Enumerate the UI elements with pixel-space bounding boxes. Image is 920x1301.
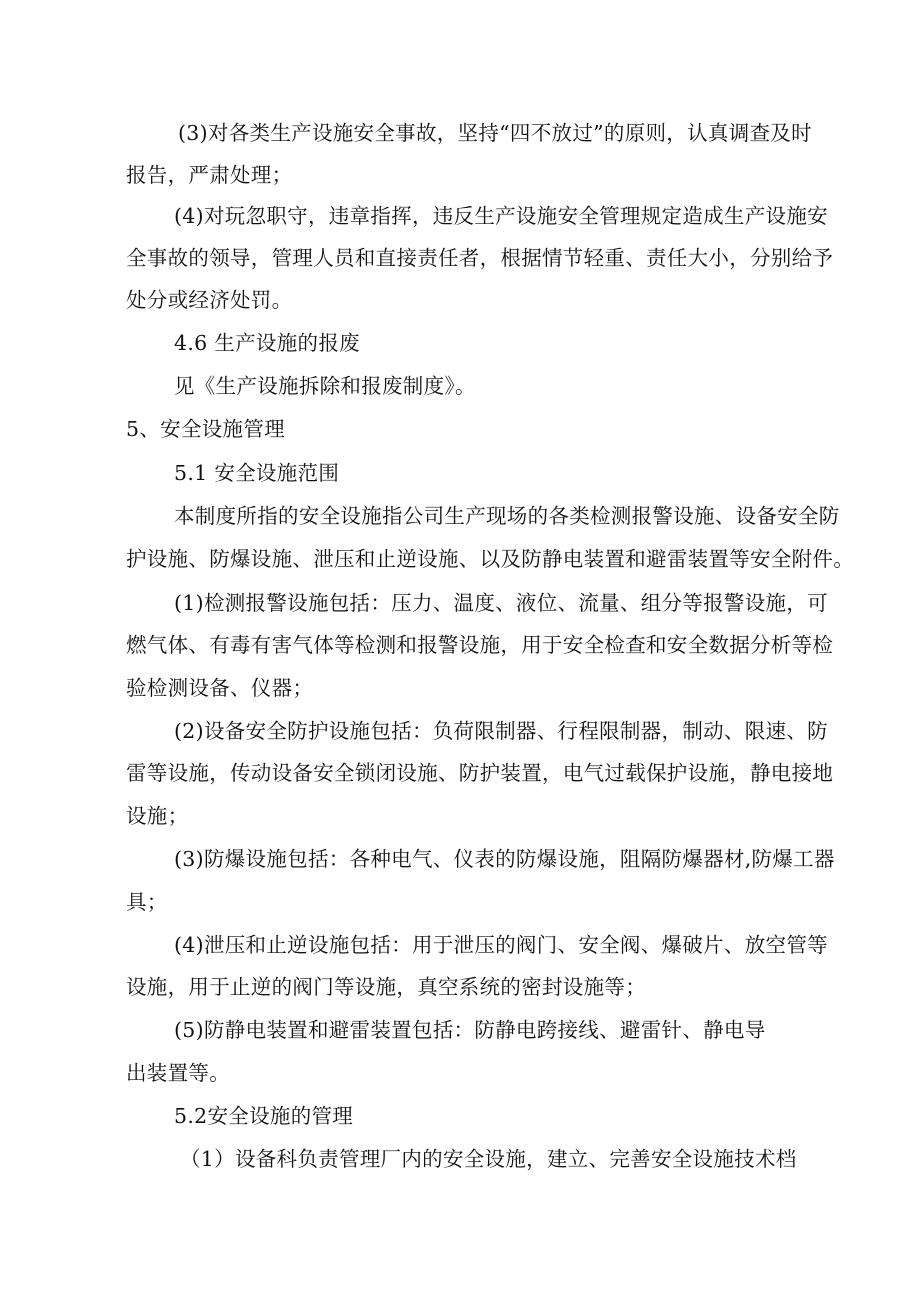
paragraph-line: 出装置等。 (126, 1061, 230, 1085)
paragraph-line: 具； (126, 890, 168, 914)
paragraph-line: (4)对玩忽职守，违章指挥，违反生产设施安全管理规定造成生产设施安 (174, 204, 828, 228)
paragraph-line: 护设施、防爆设施、泄压和止逆设施、以及防静电装置和避雷装置等安全附件。 (126, 547, 854, 571)
paragraph-line: (2)设备安全防护设施包括：负荷限制器、行程限制器，制动、限速、防 (174, 719, 828, 743)
paragraph-line: (1)检测报警设施包括：压力、温度、液位、流量、组分等报警设施，可 (174, 591, 828, 615)
paragraph-line: (3)对各类生产设施安全事故，坚持“四不放过”的原则，认真调查及时 (178, 121, 812, 145)
section-heading: 5.1 安全设施范围 (174, 461, 340, 485)
paragraph-line: (3)防爆设施包括：各种电气、仪表的防爆设施，阻隔防爆器材,防爆工器 (174, 847, 835, 871)
paragraph-line: 雷等设施，传动设备安全锁闭设施、防护装置，电气过载保护设施，静电接地 (126, 761, 834, 785)
paragraph-line: 报告，严肃处理； (126, 163, 293, 187)
paragraph-line: 燃气体、有毒有害气体等检测和报警设施，用于安全检查和安全数据分析等检 (126, 633, 834, 657)
paragraph-line: 处分或经济处罚。 (126, 288, 293, 312)
paragraph-line: （1）设备科负责管理厂内的安全设施，建立、完善安全设施技术档 (180, 1147, 797, 1171)
paragraph-line: (4)泄压和止逆设施包括：用于泄压的阀门、安全阀、爆破片、放空管等 (174, 933, 828, 957)
paragraph-line: 设施，用于止逆的阀门等设施，真空系统的密封设施等； (126, 975, 646, 999)
paragraph-line: 见《生产设施拆除和报废制度》。 (174, 374, 476, 398)
paragraph-line: (5)防静电装置和避雷装置包括：防静电跨接线、避雷针、静电导 (174, 1018, 766, 1042)
section-heading: 5.2安全设施的管理 (174, 1104, 354, 1128)
section-heading: 4.6 生产设施的报废 (174, 331, 360, 355)
paragraph-line: 验检测设备、仪器； (126, 676, 314, 700)
paragraph-line: 本制度所指的安全设施指公司生产现场的各类检测报警设施、设备安全防 (174, 504, 840, 528)
section-heading: 5、安全设施管理 (126, 417, 285, 441)
paragraph-line: 设施； (126, 804, 189, 828)
paragraph-line: 全事故的领导，管理人员和直接责任者，根据情节轻重、责任大小，分别给予 (126, 246, 834, 270)
